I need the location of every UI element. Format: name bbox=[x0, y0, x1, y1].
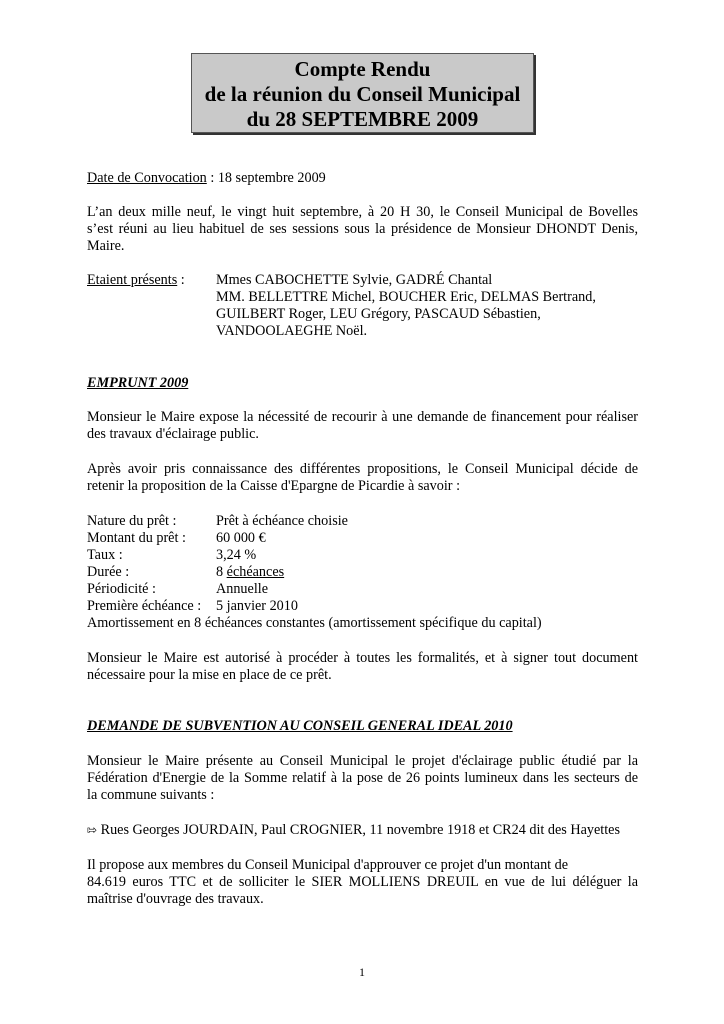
emprunt-para2-line-1: Après avoir pris connaissance des différentes propositions, le Conseil Municipal décide de bbox=[87, 461, 638, 477]
presents-line-1: Mmes CABOCHETTE Sylvie, GADRÉ Chantal bbox=[216, 272, 493, 288]
term-value-duree-unit: échéances bbox=[226, 564, 285, 580]
title-line-1: Compte Rendu bbox=[294, 57, 431, 81]
title-line-2: de la réunion du Conseil Municipal bbox=[204, 82, 521, 106]
intro-line-3: Maire. bbox=[87, 238, 125, 254]
term-label-duree: Durée : bbox=[87, 564, 130, 580]
term-label-premiere-echeance: Première échéance : bbox=[87, 598, 202, 614]
presents-line-3: GUILBERT Roger, LEU Grégory, PASCAUD Sébastien, bbox=[216, 306, 541, 322]
convocation-value: : 18 septembre 2009 bbox=[206, 170, 326, 186]
document-title-box bbox=[191, 53, 534, 133]
subvention-para2-line-1: Il propose aux membres du Conseil Municipal d'approuver ce projet d'un montant de bbox=[87, 857, 569, 873]
subvention-bullet bbox=[87, 822, 638, 839]
term-value-premiere-echeance: 5 janvier 2010 bbox=[216, 598, 298, 614]
term-label-periodicite: Périodicité : bbox=[87, 581, 156, 597]
term-label-nature: Nature du prêt : bbox=[87, 513, 177, 529]
subvention-para1-line-3: la commune suivants : bbox=[87, 787, 215, 803]
subvention-para1-line-2: Fédération d'Energie de la Somme relatif à la pose de 26 points lumineux dans les secteurs de bbox=[87, 770, 638, 786]
term-value-nature: Prêt à échéance choisie bbox=[216, 513, 348, 529]
term-value-duree-count: 8 bbox=[216, 564, 227, 580]
term-label-montant: Montant du prêt : bbox=[87, 530, 186, 546]
subvention-bullet-text: Rues Georges JOURDAIN, Paul CROGNIER, 11 novembre 1918 et CR24 dit des Hayettes bbox=[100, 822, 620, 838]
term-value-montant: 60 000 € bbox=[216, 530, 266, 546]
subvention-heading: DEMANDE DE SUBVENTION AU CONSEIL GENERAL IDEAL 2010 bbox=[87, 718, 513, 734]
presents-label-line bbox=[87, 272, 185, 289]
convocation-label: Date de Convocation bbox=[87, 170, 207, 186]
arrow-right-icon: ⇰ bbox=[87, 823, 98, 837]
emprunt-heading: EMPRUNT 2009 bbox=[87, 375, 189, 391]
subvention-para2-line-2: 84.619 euros TTC et de solliciter le SIER MOLLIENS DREUIL en vue de lui déléguer la bbox=[87, 874, 638, 890]
title-line-3: du 28 SEPTEMBRE 2009 bbox=[246, 107, 479, 131]
emprunt-para2-line-2: retenir la proposition de la Caisse d'Epargne de Picardie à savoir : bbox=[87, 478, 461, 494]
emprunt-para3-line-1: Monsieur le Maire est autorisé à procéder à toutes les formalités, et à signer tout document bbox=[87, 650, 638, 666]
term-value-duree bbox=[216, 564, 284, 581]
presents-line-4: VANDOOLAEGHE Noël. bbox=[216, 323, 368, 339]
emprunt-para1-line-2: des travaux d'éclairage public. bbox=[87, 426, 259, 442]
intro-line-2: s’est réuni au lieu habituel de ses sessions sous la présidence de Monsieur DHONDT Denis, bbox=[87, 221, 638, 237]
presents-label: Etaient présents bbox=[87, 272, 178, 288]
convocation-line bbox=[87, 170, 638, 187]
intro-line-1: L’an deux mille neuf, le vingt huit septembre, à 20 H 30, le Conseil Municipal de Bovelles bbox=[87, 204, 638, 220]
amortissement-line: Amortissement en 8 échéances constantes (amortissement spécifique du capital) bbox=[87, 615, 542, 631]
subvention-para1-line-1: Monsieur le Maire présente au Conseil Municipal le projet d'éclairage public étudié par la bbox=[87, 753, 638, 769]
emprunt-para3-line-2: nécessaire pour la mise en place de ce prêt. bbox=[87, 667, 332, 683]
term-value-periodicite: Annuelle bbox=[216, 581, 269, 597]
presents-line-2: MM. BELLETTRE Michel, BOUCHER Eric, DELMAS Bertrand, bbox=[216, 289, 596, 305]
emprunt-para1-line-1: Monsieur le Maire expose la nécessité de recourir à une demande de financement pour réaliser bbox=[87, 409, 638, 425]
term-value-taux: 3,24 % bbox=[216, 547, 257, 563]
presents-sep: : bbox=[177, 272, 185, 288]
subvention-para2-line-3: maîtrise d'ouvrage des travaux. bbox=[87, 891, 264, 907]
page-number: 1 bbox=[359, 965, 365, 979]
term-label-taux: Taux : bbox=[87, 547, 123, 563]
